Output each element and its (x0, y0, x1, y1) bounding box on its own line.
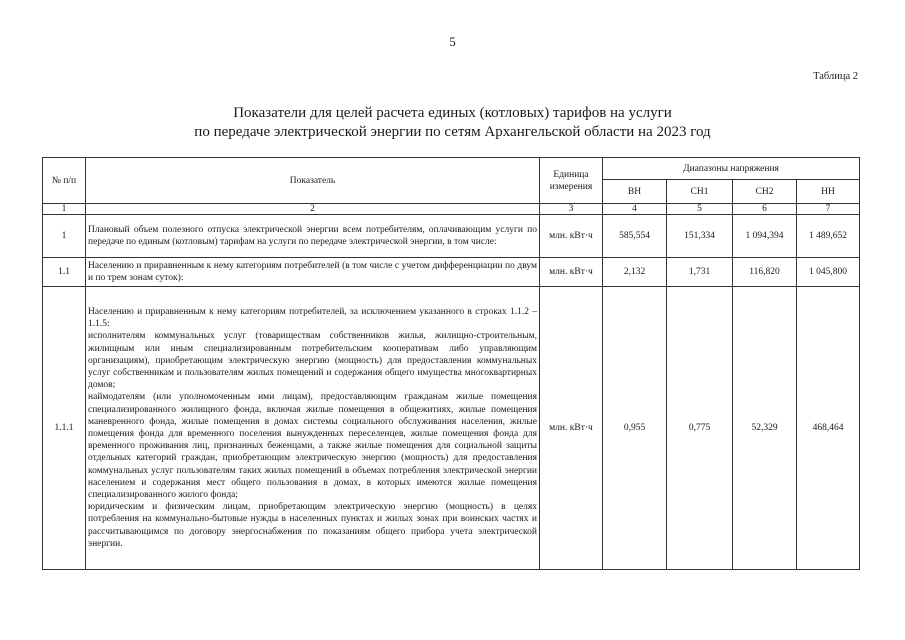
col-number: 4 (603, 204, 667, 215)
row-description (86, 287, 540, 570)
row-num: 1 (43, 215, 86, 258)
col-number: 3 (540, 204, 603, 215)
header-voltage-ranges: Диапазоны напряжения (603, 158, 860, 180)
document-title (0, 104, 905, 142)
header-nn: НН (797, 180, 860, 204)
description-part: юридическим и физическим лицам, приобретающим электрическую энергию (мощность) в целях потребления на коммунально-бытовые нужды в населенных пунктах и жилых зонах при воинских частях и рассчитывающимся по договору энергоснабжения по показаниям общего прибора учета электрической энергии. (88, 502, 537, 549)
description-part: исполнителям коммунальных услуг (товариществам собственников жилья, жилищно-строительным, жилищным или иным специализированным потребительским кооперативам либо управляющим организациям), приобретающим электрическую энергию (мощность) для предоставления коммунальных услуг собственникам и пользователям жилых помещений и содержания общего имущества многоквартирных домов; (88, 331, 537, 391)
col-number: 7 (797, 204, 860, 215)
description-part: Населению и приравненным к нему категориям потребителей, за исключением указанного в строках 1.1.2 – 1.1.5: (88, 306, 537, 330)
row-value-nn: 1 045,800 (797, 258, 860, 287)
table-label: Таблица 2 (813, 71, 858, 82)
row-num: 1.1.1 (43, 287, 86, 570)
title-line-2: по передаче электрической энергии по сетям Архангельской области на 2023 год (194, 124, 711, 140)
header-sn2: СН2 (733, 180, 797, 204)
row-value-sn2: 52,329 (733, 287, 797, 570)
header-indicator: Показатель (86, 158, 540, 204)
row-unit: млн. кВт·ч (540, 215, 603, 258)
header-num: № п/п (43, 158, 86, 204)
header-sn1: СН1 (667, 180, 733, 204)
title-line-1: Показатели для целей расчета единых (котловых) тарифов на услуги (233, 105, 672, 121)
header-unit: Единица измерения (540, 158, 603, 204)
row-value-sn1: 0,775 (667, 287, 733, 570)
header-vn: ВН (603, 180, 667, 204)
row-value-vn: 0,955 (603, 287, 667, 570)
col-number: 5 (667, 204, 733, 215)
table-row (43, 258, 860, 287)
col-number: 6 (733, 204, 797, 215)
row-value-sn2: 116,820 (733, 258, 797, 287)
row-description: Плановый объем полезного отпуска электрической энергии всем потребителям, оплачивающим услуги по передаче по единым (котловым) тарифам на услуги по передаче электрической энергии, в том числе: (86, 215, 540, 258)
row-value-sn1: 151,334 (667, 215, 733, 258)
row-value-nn: 1 489,652 (797, 215, 860, 258)
table-row (43, 287, 860, 570)
row-value-vn: 2,132 (603, 258, 667, 287)
indicators-table (42, 157, 860, 570)
row-value-vn: 585,554 (603, 215, 667, 258)
row-value-sn1: 1,731 (667, 258, 733, 287)
description-part: наймодателям (или уполномоченным ими лицам), предоставляющим гражданам жилые помещения специализированного жилищного фонда, включая жилые помещения в общежитиях, жилые помещения маневренного фонда, жилые помещения в домах системы социального обслуживания населения, жилые помещения фонда для временного поселения вынужденных переселенцев, жилые помещения фонда для временного проживания лиц, признанных беженцами, а также жилые помещения для социальной защиты отдельных категорий граждан, приобретающим электрическую энергию (мощность) для предоставления коммунальных услуг пользователям таких жилых помещений в объемах потребления электрической энергии населением и содержания мест общего пользования в домах, в которых имеются жилые помещения специализированного жилого фонда; (88, 392, 537, 501)
row-num: 1.1 (43, 258, 86, 287)
table-row (43, 215, 860, 258)
row-value-nn: 468,464 (797, 287, 860, 570)
row-unit: млн. кВт·ч (540, 287, 603, 570)
row-unit: млн. кВт·ч (540, 258, 603, 287)
row-description: Населению и приравненным к нему категориям потребителей (в том числе с учетом дифференциации по двум и по трем зонам суток): (86, 258, 540, 287)
page-number: 5 (449, 34, 456, 49)
col-number: 1 (43, 204, 86, 215)
row-value-sn2: 1 094,394 (733, 215, 797, 258)
col-number: 2 (86, 204, 540, 215)
